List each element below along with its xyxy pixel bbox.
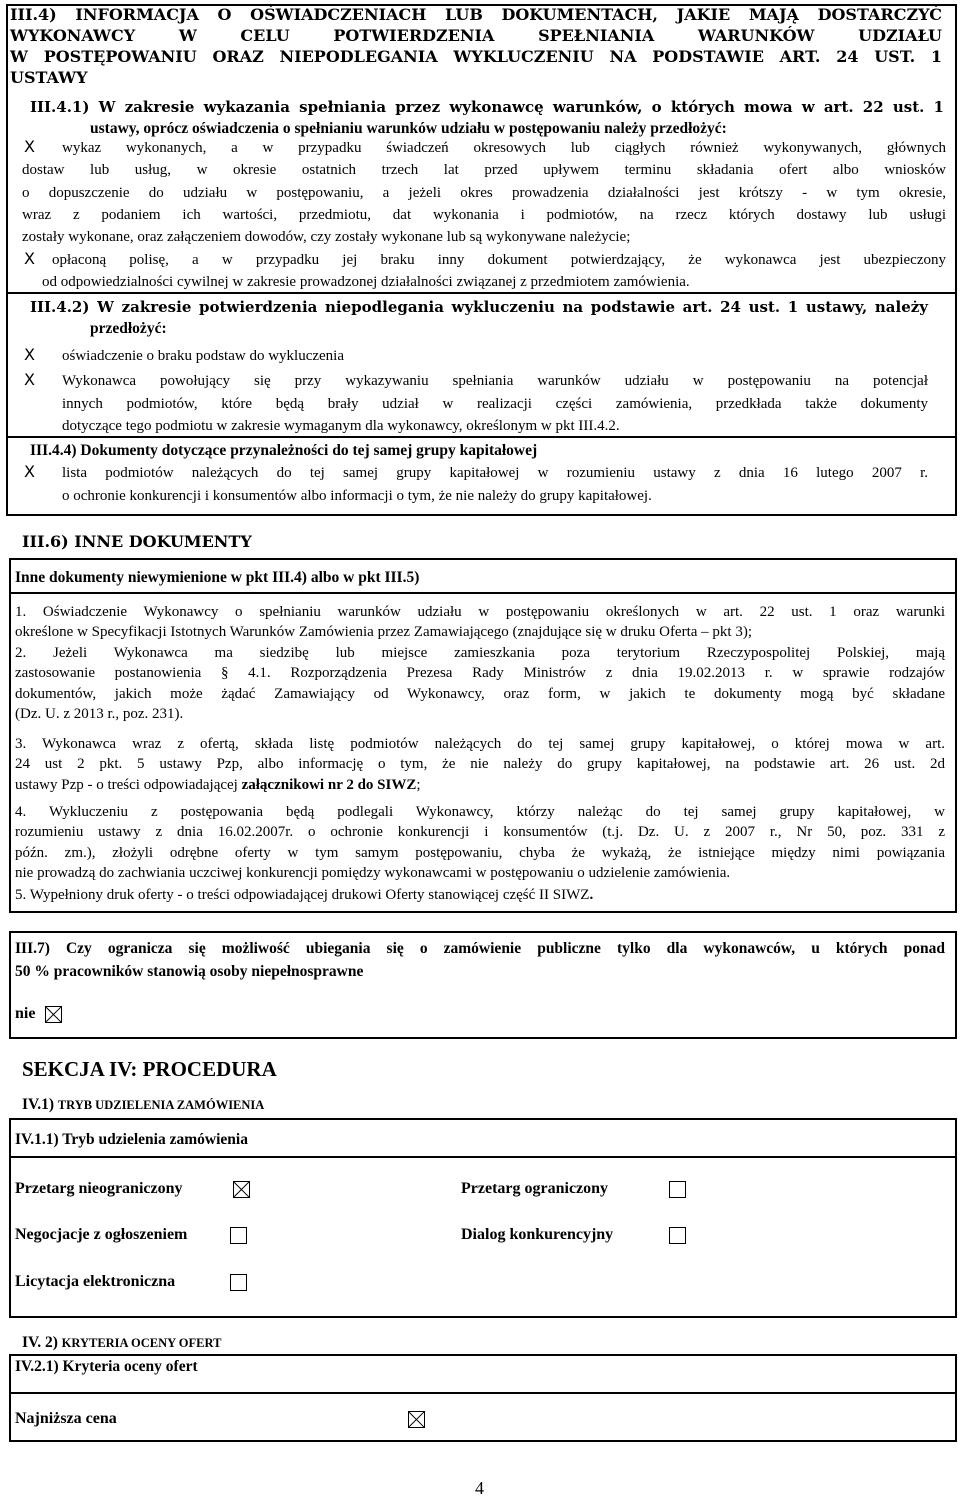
title-line: ustawy, oprócz oświadczenia o spełnianiu warunków udziału w postępowaniu należy przedłożyć:	[90, 120, 727, 137]
heading-line: USTAWY	[10, 68, 88, 87]
option-label-najnizsza-cena: Najniższa cena	[15, 1410, 117, 1427]
paragraph-line: 2. Jeżeli Wykonawca ma siedzibę lub miejsce zamieszkania poza terytorium Rzeczypospolitej Polskiej, mają	[15, 645, 945, 661]
paragraph-line: określone w Specyfikacji Istotnych Warunków Zamówienia przez Zamawiającego (znajdujące się w druku Oferta – pkt 3);	[15, 624, 752, 641]
question-text	[15, 937, 945, 983]
option-label-dialog: Dialog konkurencyjny	[461, 1226, 614, 1243]
title-line: III.4.2) W zakresie potwierdzenia niepodlegania wykluczeniu na podstawie art. 24 ust. 1 ustawy, należy	[30, 298, 928, 316]
heading-prefix: IV. 2)	[22, 1334, 58, 1351]
item-line: Wykonawca powołujący się przy wykazywaniu spełniania warunków udziału w postępowaniu na potencjał	[62, 373, 928, 389]
item-text	[22, 137, 946, 248]
question-line: III.7) Czy ogranicza się możliwość ubiegania się o zamówienie publiczne tylko dla wykonawców, u których ponad	[15, 940, 945, 957]
item-line: wykaz wykonanych, a w przypadku świadczeń okresowych lub ciągłych również wykonywanych, głównych	[62, 140, 946, 156]
item-line: lista podmiotów należących do tej samej grupy kapitałowej w rozumieniu ustawy z dnia 16 lutego 2007 r.	[62, 465, 928, 481]
checkbox-negocjacje[interactable]	[230, 1227, 247, 1244]
x-marker: X	[24, 249, 35, 268]
paragraph-2	[15, 643, 945, 724]
text-run: ;	[416, 776, 421, 793]
subsection-title	[30, 296, 928, 340]
answer-checkbox-nie[interactable]	[45, 1006, 62, 1023]
item-text	[62, 462, 928, 507]
subsection-title: IV.2.1) Kryteria oceny ofert	[15, 1358, 198, 1375]
title-line: III.4.1) W zakresie wykazania spełniania przez wykonawcę warunków, o których mowa w art. 22 ust. 1	[30, 98, 944, 116]
heading-line: III.4) INFORMACJA O OŚWIADCZENIACH LUB DOKUMENTACH, JAKIE MAJĄ DOSTARCZYĆ	[10, 5, 942, 24]
paragraph-3	[15, 734, 945, 795]
item-line: o dopuszczenie do udziału w postępowaniu, a jeżeli okres prowadzenia działalności jest krótszy - w tym okresie,	[22, 184, 946, 201]
option-label-przetarg-nieograniczony: Przetarg nieograniczony	[15, 1180, 183, 1197]
subsection-title	[30, 96, 944, 140]
paragraph-line: nie prowadzą do zachwiania uczciwej konkurencji pomiędzy wykonawcami w postępowaniu o udzielenie zamówienia.	[15, 864, 731, 881]
subsection-title: IV.1.1) Tryb udzielenia zamówienia	[15, 1131, 248, 1148]
x-marker: X	[24, 370, 35, 389]
checkbox-przetarg-nieograniczony[interactable]	[233, 1181, 250, 1198]
x-marker: X	[24, 137, 35, 156]
subsection-heading	[22, 1333, 221, 1353]
item-line: dostaw lub usług, w okresie ostatnich trzech lat przed upływem terminu składania ofert albo wniosków	[22, 162, 946, 179]
question-line: 50 % pracowników stanowią osoby niepełnosprawne	[15, 963, 364, 980]
divider	[9, 1156, 957, 1158]
item-line: wraz z podaniem ich wartości, przedmiotu, dat wykonania i podmiotów, na rzecz których dostawy lub usługi	[22, 206, 946, 223]
subsection-title: III.4.4) Dokumenty dotyczące przynależności do tej samej grupy kapitałowej	[30, 442, 538, 459]
subsection-heading	[22, 1095, 264, 1115]
option-label-przetarg-ograniczony: Przetarg ograniczony	[461, 1180, 609, 1197]
divider	[9, 592, 957, 594]
paragraph-4	[15, 802, 945, 883]
page-number: 4	[475, 1478, 484, 1498]
paragraph-line: 24 ust 2 pkt. 5 ustawy Pzp, albo informację o tym, że nie należy do grupy kapitałowej, na podstawie art. 26 ust. 2d	[15, 756, 945, 773]
text-run: 5. Wypełniony druk oferty - o treści odpowiadającej drukowi Oferty stanowiącej część II SIWZ	[15, 887, 590, 903]
text-run: ustawy Pzp - o treści odpowiadającej	[15, 776, 242, 793]
item-text: oświadczenie o braku podstaw do wykluczenia	[62, 348, 344, 364]
paragraph-line: 3. Wykonawca wraz z ofertą, składa listę podmiotów należących do tej samej grupy kapitałowej, o której mowa w art.	[15, 736, 945, 752]
item-text	[62, 370, 928, 438]
paragraph-line: 1. Oświadczenie Wykonawcy o spełnianiu warunków udziału w postępowaniu określonych w art. 22 ust. 1 oraz warunki	[15, 604, 945, 620]
item-line: od odpowiedzialności cywilnej w zakresie prowadzonej działalności związanej z przedmiotem zamówienia.	[42, 274, 690, 290]
paragraph-1	[15, 602, 945, 643]
section-title: SEKCJA IV: PROCEDURA	[22, 1057, 277, 1081]
item-line: opłaconą polisę, a w przypadku jej braku inny dokument potwierdzający, że wykonawca jest ubezpieczony	[52, 252, 946, 268]
option-label-negocjacje: Negocjacje z ogłoszeniem	[15, 1226, 188, 1243]
heading-smallcaps: KRYTERIA OCENY OFERT	[61, 1336, 222, 1350]
x-marker: X	[24, 345, 35, 364]
item-line: dotyczące tego podmiotu w zakresie wymaganym dla wykonawcy, określonym w pkt III.4.2.	[62, 418, 620, 434]
heading-smallcaps: TRYB UDZIELENIA ZAMÓWIENIA	[57, 1098, 265, 1112]
paragraph-line: późn. zm.), złożyli odrębne oferty w tym samym postępowaniu, chyba że wykażą, że istniejące między nimi powiązania	[15, 844, 945, 861]
paragraph-line	[15, 775, 945, 795]
section-heading	[10, 4, 942, 88]
x-marker: X	[24, 462, 35, 481]
item-line: zostały wykonane, oraz załączeniem dowodów, czy zostały wykonane lub są wykonywane należycie;	[22, 229, 631, 246]
checkbox-licytacja[interactable]	[230, 1274, 247, 1291]
checkbox-przetarg-ograniczony[interactable]	[669, 1181, 686, 1198]
divider	[9, 1392, 957, 1394]
item-line: innych podmiotów, które będą brały udział w realizacji części zamówienia, przedkłada także dokumenty	[62, 395, 928, 412]
item-text	[42, 249, 946, 293]
option-label-licytacja: Licytacja elektroniczna	[15, 1273, 176, 1290]
answer-label: nie	[15, 1005, 36, 1022]
paragraph-5	[15, 885, 945, 905]
heading-line: W POSTĘPOWANIU ORAZ NIEPODLEGANIA WYKLUCZENIU NA PODSTAWIE ART. 24 UST. 1	[10, 47, 942, 66]
paragraph-line: zastosowanie postanowienia § 4.1. Rozporządzenia Prezesa Rady Ministrów z dnia 19.02.2013 r. w sprawie rodzajów	[15, 665, 945, 682]
attachment-ref: załącznikowi nr 2 do SIWZ	[241, 776, 417, 793]
section-heading: III.6) INNE DOKUMENTY	[22, 532, 252, 551]
title-line: przedłożyć:	[90, 320, 167, 337]
heading-prefix: IV.1)	[22, 1096, 55, 1113]
paragraph-line: dokumentów, jakich może żądać Zamawiający od Wykonawcy, oraz form, w jakich te dokumenty mogą być składane	[15, 685, 945, 702]
subsection-title: Inne dokumenty niewymienione w pkt III.4) albo w pkt III.5)	[15, 569, 420, 586]
paragraph-line: 4. Wykluczeniu z postępowania będą podlegali Wykonawcy, którzy należąc do tej samej grupy kapitałowej, w	[15, 804, 945, 820]
checkbox-najnizsza-cena[interactable]	[408, 1411, 425, 1428]
text-run: .	[589, 887, 594, 903]
heading-line: WYKONAWCY W CELU POTWIERDZENIA SPEŁNIANIA WARUNKÓW UDZIAŁU	[10, 26, 942, 45]
paragraph-line: (Dz. U. z 2013 r., poz. 231).	[15, 705, 184, 722]
item-line: o ochronie konkurencji i konsumentów albo informacji o tym, że nie należy do grupy kapitałowej.	[62, 487, 652, 504]
checkbox-dialog[interactable]	[669, 1227, 686, 1244]
paragraph-line: rozumieniu ustawy z dnia 16.02.2007r. o ochronie konkurencji i konsumentów (t.j. Dz. U. z 2007 r., Nr 50, poz. 331 z	[15, 824, 945, 841]
